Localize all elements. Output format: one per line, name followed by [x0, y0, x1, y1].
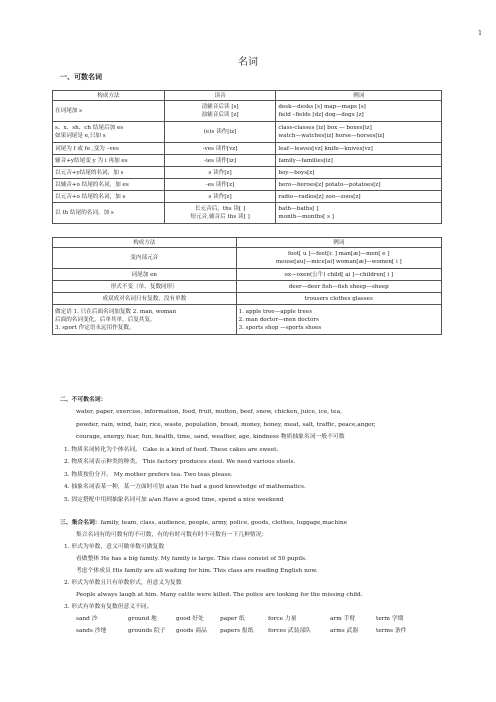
pronunciation-cell: 长元音后，ths 读[ ] 短元音,辅音后 ths 读[ ]	[164, 203, 276, 224]
example-cell: boy—boys[z]	[276, 167, 442, 179]
table-row	[53, 281, 442, 293]
pronunciation-cell: -ves 读作[vz]	[164, 143, 276, 155]
word-pair-item: papers 报纸	[220, 628, 254, 634]
rule-cell: s、x、sh、ch 结尾后加 es 如果词尾是 e,只加 s	[53, 122, 165, 143]
text-line: People always laugh at him. Many cattle were killed. The police are looking for the missing child.	[76, 592, 363, 598]
example-cell: deer—deer fish—fish sheep—sheep	[236, 281, 441, 293]
word-pair-item: good 好处	[176, 616, 204, 622]
table-row	[53, 101, 442, 122]
text-line: 3. 物质按份分开。 My mother prefers tea. Two teas please.	[64, 471, 233, 478]
rule-cell: 变内部元音	[53, 248, 237, 269]
text-line: 3. 形式有单数有复数但意义不同。	[64, 604, 153, 610]
word-pairs-singular	[76, 615, 416, 623]
pronunciation-cell: 清辅音后读 [s] 浊辅音后读 [z]	[164, 101, 276, 122]
table-row	[53, 293, 442, 305]
page-number: 1	[478, 30, 482, 37]
countable-plural-table	[52, 90, 442, 224]
word-pair-item: grounds 院子	[128, 628, 166, 634]
text-line: 2. 形式为单数且只有单数形式，但意义为复数	[64, 580, 182, 586]
rule-cell: 成双成对名词只有复数，没有单数	[53, 293, 237, 305]
word-pair-item: paper 纸	[220, 616, 245, 622]
rule-cell: 词尾为 f 或 fe ,变为 –ves	[53, 143, 165, 155]
table-row	[53, 269, 442, 281]
page-title: 名词	[238, 57, 258, 68]
text-line: courage, energy, fear, fun, health, time, sand, weather, age, kindness 物质抽象名词一般不可数	[76, 434, 345, 440]
word-pair-item: forces 武装部队	[268, 628, 312, 634]
text-line: 5. 固定搭配中用到抽象名词可加 a/an Have a good time, spend a nice weekend	[64, 496, 284, 503]
text-line: water, paper, exercise, information, food, fruit, mutton, beef, snow, chicken, juice, ice, tea,	[76, 409, 342, 415]
irregular-plural-table	[52, 237, 442, 335]
rule-cell: 词尾加 en	[53, 269, 237, 281]
pronunciation-cell: s 读作[z]	[164, 167, 276, 179]
text-line: 考虑个体成员 His family are all waiting for him. This class are reading English now.	[76, 568, 318, 574]
rule-cell: 在词尾加 s	[53, 101, 165, 122]
table-header: 读音	[164, 91, 276, 101]
table-row	[53, 143, 442, 155]
example-cell: desk—desks [s] map—maps [s] field –fields [dz] dog—dogs [z]	[276, 101, 442, 122]
example-cell: trousers clothes glasses	[236, 293, 441, 305]
pronunciation-cell: s 读作[z]	[164, 191, 276, 203]
text-line: 看做整体 He has a big family. My family is large. This class consist of 50 pupils.	[76, 556, 307, 562]
section-heading-collective-line	[60, 519, 347, 527]
example-cell: foot[ u ]—feet[i: ] man[æ]—men[ e ] mouse[au]—mice[ai] woman[æ]—women[ i ]	[236, 248, 441, 269]
rule-cell: 以辅音+o 结尾的名词，加 es	[53, 179, 165, 191]
text-line: 集合名词有的可数有的不可数，有的有时可数有时不可数有一下几种情况：	[76, 532, 268, 538]
collective-examples: family, team, class, audience, people, army, police, goods, clothes, luggage,machine	[100, 520, 348, 526]
example-cell: 1. apple tree—apple trees 2. man doctor—men doctors 3. sports shop —sports shoes	[236, 305, 441, 335]
text-line: 2. 物质名词表示种类的种类。 This factory produces steel. We need various steels.	[64, 459, 296, 465]
rule-cell: 形式不变（单、复数同形）	[53, 281, 237, 293]
text-line: 4. 抽象名词表某一种，某一方面时可加 a/an He had a good knowledge of mathematics.	[64, 484, 306, 490]
rule-cell: 以元音+o 结尾的名词，加 s	[53, 191, 165, 203]
pronunciation-cell: -ies 读作[iz]	[164, 155, 276, 167]
word-pair-item: terms 条件	[376, 628, 407, 634]
rule-cell: 以 th 结尾的名词，加 s	[53, 203, 165, 224]
pronunciation-cell: (e)s 读作[iz]	[164, 122, 276, 143]
table-header: 构成方法	[53, 238, 237, 248]
text-line: 1. 物质名词转化为个体名词。 Cake is a kind of food. These cakes are sweet.	[64, 446, 279, 453]
example-cell: radio—radios[z] zoo—zoos[z]	[276, 191, 442, 203]
word-pairs-plural	[76, 627, 416, 635]
example-cell: hero—heroes[z] potato—potatoes[z]	[276, 179, 442, 191]
rule-cell: 做定语 1. 只在后面名词加复数 2. man, woman 后面的名词变化，后单其单，后复其复。 3. sport 作定语永远用作复数。	[53, 305, 237, 335]
example-cell: ox—oxen(公牛) child[ ai ]—children[ i ]	[236, 269, 441, 281]
table-row	[53, 122, 442, 143]
section-heading-countable: 一、可数名词	[60, 72, 102, 81]
table-header: 例词	[236, 238, 441, 248]
table-header: 构成方法	[53, 91, 165, 101]
pronunciation-cell: -es 读作[z]	[164, 179, 276, 191]
word-pair-item: sands 沙地	[76, 628, 107, 634]
rule-cell: 以元音+y结尾的名词，加 s	[53, 167, 165, 179]
word-pair-item: ground 地	[128, 616, 157, 622]
word-pair-item: arms 武器	[330, 628, 359, 634]
example-cell: family—families[iz]	[276, 155, 442, 167]
table-row	[53, 167, 442, 179]
word-pair-item: term 学期	[376, 616, 404, 622]
example-cell: bath—baths[ ] month—months[ s ]	[276, 203, 442, 224]
text-line: 1. 形式为单数，意义可做单数可做复数	[64, 544, 165, 550]
table-row	[53, 155, 442, 167]
table-header: 例词	[276, 91, 442, 101]
table-row	[53, 179, 442, 191]
example-cell: leaf—leaves[vz] knife—knives[vz]	[276, 143, 442, 155]
table-row	[53, 305, 442, 335]
table-row	[53, 203, 442, 224]
table-row	[53, 248, 442, 269]
section-heading-collective: 三、集合名词：	[60, 520, 101, 526]
rule-cell: 辅音+y结尾变 y 为 i 再加 es	[53, 155, 165, 167]
table-row	[53, 191, 442, 203]
word-pair-item: force 力量	[268, 616, 297, 622]
word-pair-item: arm 手臂	[330, 616, 356, 622]
text-line: powder, rain, wind, hair, rice, waste, population, bread, money, honey, meat, salt, traffic, peace,anger,	[76, 421, 376, 428]
section-heading-uncountable: 二、不可数名词：	[60, 397, 107, 403]
example-cell: class-classes [iz] box — boxes[iz] watch—watches[iz] horse—horses[iz]	[276, 122, 442, 143]
word-pair-item: sand 沙	[76, 616, 98, 622]
word-pair-item: goods 商品	[176, 628, 207, 634]
